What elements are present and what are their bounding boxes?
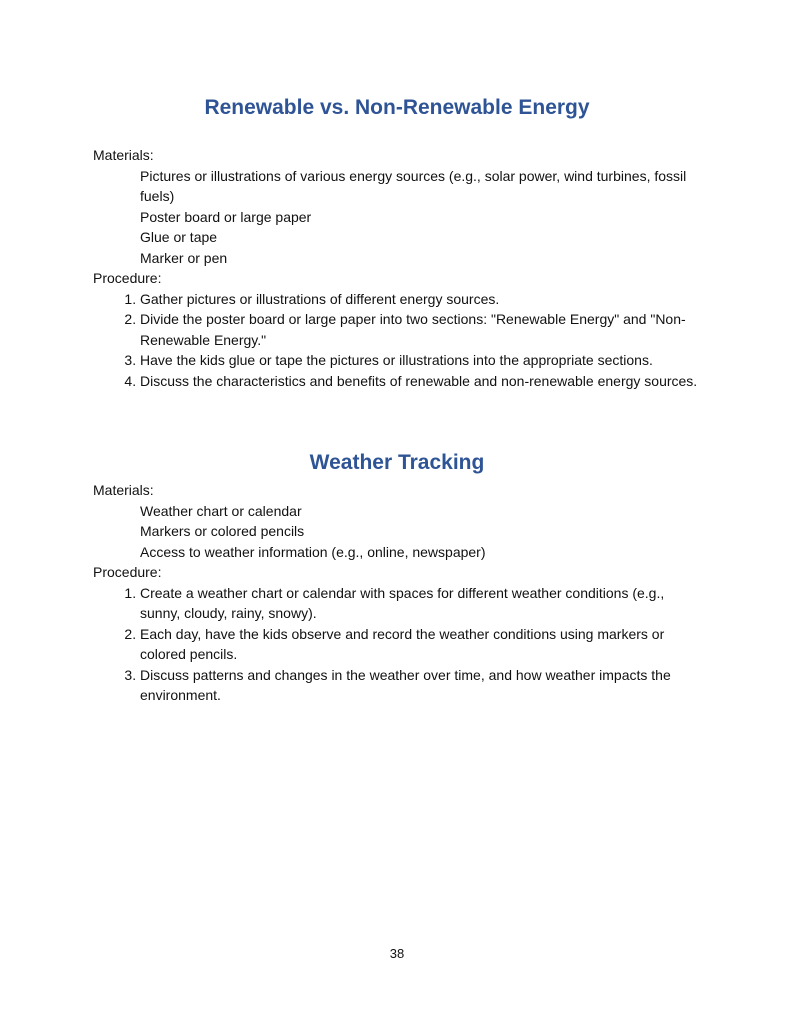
materials-label: Materials:: [93, 147, 154, 163]
procedure-step: 3. Have the kids glue or tape the pictures or illustrations into the appropriate sections.: [140, 350, 708, 371]
procedure-step: 2. Each day, have the kids observe and record the weather conditions using markers or colored pencils.: [140, 624, 708, 665]
materials-item: Marker or pen: [140, 249, 228, 266]
procedure-label: Procedure:: [93, 564, 162, 580]
section-renewable-energy: [93, 145, 708, 391]
page-number: 38: [389, 946, 405, 961]
procedure-label: Procedure:: [93, 270, 162, 286]
procedure-step: 4. Discuss the characteristics and benefits of renewable and non-renewable energy sources.: [140, 371, 708, 392]
materials-item: Weather chart or calendar: [140, 502, 302, 519]
procedure-step: 3. Discuss patterns and changes in the weather over time, and how weather impacts the environment.: [140, 665, 708, 706]
materials-item: Pictures or illustrations of various energy sources (e.g., solar power, wind turbines, fossil fuels): [140, 167, 687, 204]
procedure-step: 2. Divide the poster board or large paper into two sections: "Renewable Energy" and "Non-Renewable Energy.": [140, 309, 708, 350]
procedure-list: [93, 583, 708, 706]
procedure-step: 1. Gather pictures or illustrations of different energy sources.: [140, 289, 708, 310]
section-weather-tracking: [93, 480, 708, 706]
materials-item: Poster board or large paper: [140, 208, 312, 225]
section-title: Renewable vs. Non-Renewable Energy: [204, 96, 590, 119]
procedure-list: [93, 289, 708, 392]
materials-item: Access to weather information (e.g., online, newspaper): [140, 543, 486, 560]
section-title: Weather Tracking: [309, 451, 485, 474]
materials-item: Markers or colored pencils: [140, 523, 305, 539]
procedure-step: 1. Create a weather chart or calendar with spaces for different weather conditions (e.g., sunny, cloudy, rainy, snowy).: [140, 583, 708, 624]
materials-label: Materials:: [93, 482, 154, 498]
materials-item: Glue or tape: [140, 229, 218, 245]
